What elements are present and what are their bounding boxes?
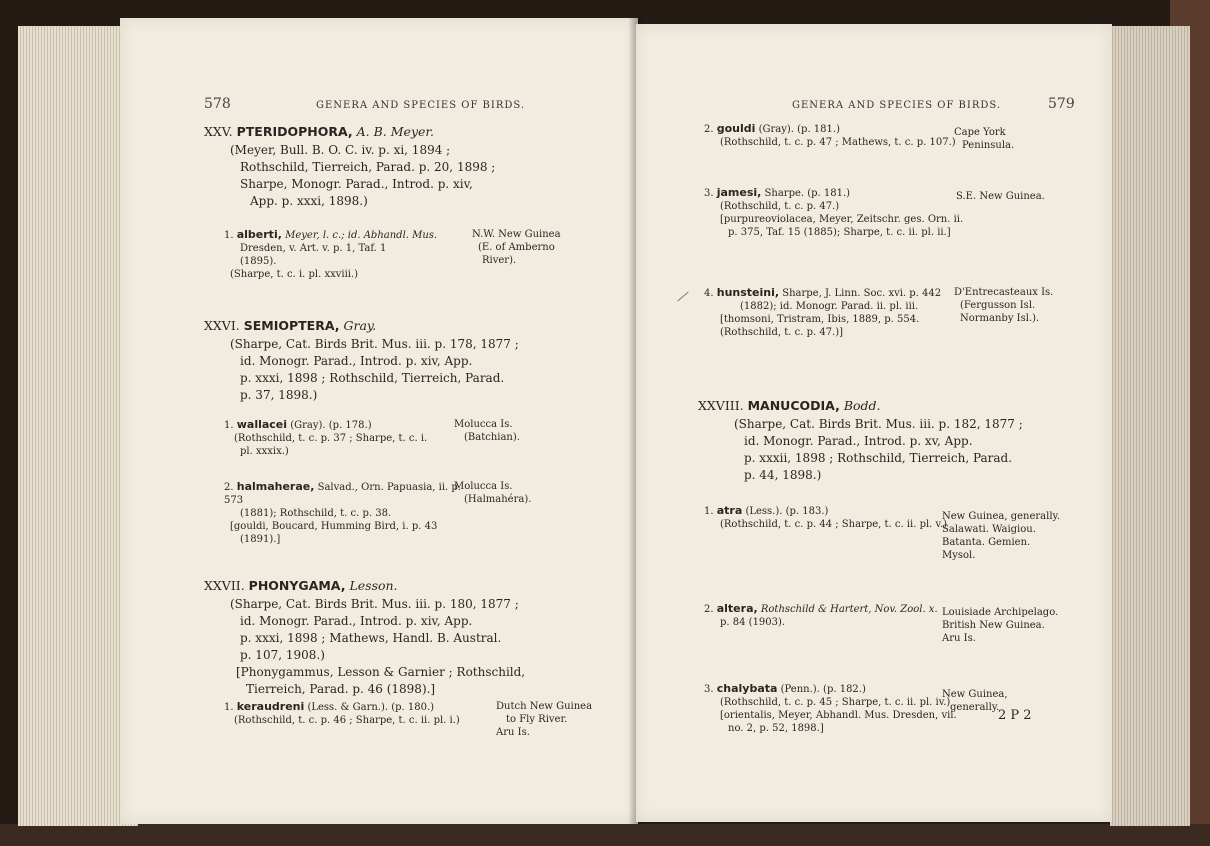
genus-name: SEMIOPTERA, [243,318,340,333]
species-name: altera, [716,602,758,615]
distribution: Molucca Is. (Batchian). [454,419,520,443]
genus-heading [204,124,434,139]
running-head: GENERA AND SPECIES OF BIRDS. [792,100,1002,111]
species-name: keraudreni [236,700,305,713]
distribution: New Guinea, generally. [942,689,1008,713]
genus-heading: XXVI. SEMIOPTERA, Gray. [204,318,377,333]
species-entry: 4. hunsteini, Sharpe, J. Linn. Soc. xvi. p. 442 (1882); id. Monogr. Parad. ii. pl. iii. [thomsoni, Tristram, Ibis, 1889, p. 554. (Rothschild, t. c. p. 47.)] [704,286,942,338]
species-entry: 3. jamesi, Sharpe. (p. 181.) (Rothschild, t. c. p. 47.) [purpureoviolacea, Meyer, Zeitschr. ges. Orn. ii. p. 375, Taf. 15 (1885); Sharpe, t. c. ii. pl. ii.] [704,186,964,238]
species-name: jamesi, [716,186,762,199]
species-name: chalybata [716,682,778,695]
species-entry: 2. altera, Rothschild & Hartert, Nov. Zool. x. p. 84 (1903). [704,602,938,628]
species-entry: 1. alberti, Meyer, l. c.; id. Abhandl. Mus. Dresden, v. Art. v. p. 1, Taf. 1 (1895). (Sharpe, t. c. i. pl. xxviii.) [224,228,438,280]
right-page [636,24,1112,822]
genus-refs: (Sharpe, Cat. Birds Brit. Mus. iii. p. 180, 1877 ; id. Monogr. Parad., Introd. p. xiv, App. p. xxxi, 1898 ; Mathews, Handl. B. Austral. p. 107, 1908.) [Phonygammus, Lesson & Garnier ; Rothschild, Tierreich, Parad. p. 46 (1898).] [230,597,526,696]
page-number: 579 [1048,96,1075,112]
genus-author: A. B. Meyer. [356,124,434,139]
distribution: Louisiade Archipelago. British New Guinea. Aru Is. [942,607,1059,644]
genus-refs: (Sharpe, Cat. Birds Brit. Mus. iii. p. 182, 1877 ; id. Monogr. Parad., Introd. p. xv, App. p. xxxii, 1898 ; Rothschild, Tierreich, Parad. p. 44, 1898.) [734,417,1023,482]
species-entry: 1. keraudreni (Less. & Garn.). (p. 180.) (Rothschild, t. c. p. 46 ; Sharpe, t. c. ii. pl. i.) [224,700,460,726]
genus-name: MANUCODIA, [747,398,840,413]
cover-bottom [0,824,1210,846]
page-edges-right [1110,26,1190,826]
species-entry: 1. wallacei (Gray). (p. 178.) (Rothschild, t. c. p. 37 ; Sharpe, t. c. i. pl. xxxix.) [224,418,428,457]
species-name: alberti, [236,228,282,241]
species-entry: 3. chalybata (Penn.). (p. 182.) (Rothschild, t. c. p. 45 ; Sharpe, t. c. ii. pl. iv.) [orientalis, Meyer, Abhandl. Mus. Dresden, vii. no. 2, p. 52, 1898.] [704,682,957,734]
genus-heading: XXVII. PHONYGAMA, Lesson. [204,578,398,593]
genus-name: PTERIDOPHORA, [236,124,353,139]
species-name: atra [716,504,743,517]
genus-refs: (Sharpe, Cat. Birds Brit. Mus. iii. p. 178, 1877 ; id. Monogr. Parad., Introd. p. xiv, App. p. xxxi, 1898 ; Rothschild, Tierreich, Parad. p. 37, 1898.) [230,337,519,402]
genus-name: PHONYGAMA, [248,578,346,593]
species-name: halmaherae, [236,480,315,493]
pencil-mark [677,292,688,302]
signature-mark: 2 P 2 [998,708,1032,723]
species-entry: 2. halmaherae, Salvad., Orn. Papuasia, ii. p. 573 (1881); Rothschild, t. c. p. 38. [gouldi, Boucard, Humming Bird, i. p. 43 (1891).] [224,480,461,545]
genus-numeral: XXV. [204,124,233,139]
distribution: S.E. New Guinea. [956,191,1045,202]
species-name: hunsteini, [716,286,780,299]
distribution: Cape York Peninsula. [954,127,1015,151]
page-number: 578 [204,96,231,112]
species-entry: 1. atra (Less.). (p. 183.) (Rothschild, t. c. p. 44 ; Sharpe, t. c. ii. pl. v.) [704,504,948,530]
running-head: GENERA AND SPECIES OF BIRDS. [316,100,526,111]
distribution: New Guinea, generally. Salawati. Waigiou. Batanta. Gemien. Mysol. [942,511,1061,561]
left-page [120,18,638,824]
genus-refs: (Meyer, Bull. B. O. C. iv. p. xi, 1894 ; Rothschild, Tierreich, Parad. p. 20, 1898 ; Sharpe, Monogr. Parad., Introd. p. xiv, App. p. xxxi, 1898.) [230,143,496,208]
genus-heading: XXVIII. MANUCODIA, Bodd. [698,398,881,413]
species-name: wallacei [236,418,288,431]
distribution: Dutch New Guinea to Fly River. Aru Is. [496,701,593,738]
distribution: D'Entrecasteaux Is. (Fergusson Isl. Normanby Isl.). [954,287,1054,324]
species-name: gouldi [716,122,756,135]
species-entry: 2. gouldi (Gray). (p. 181.) (Rothschild, t. c. p. 47 ; Mathews, t. c. p. 107.) [704,122,956,148]
distribution: Molucca Is. (Halmahéra). [454,481,532,505]
distribution: N.W. New Guinea (E. of Amberno River). [472,229,561,266]
